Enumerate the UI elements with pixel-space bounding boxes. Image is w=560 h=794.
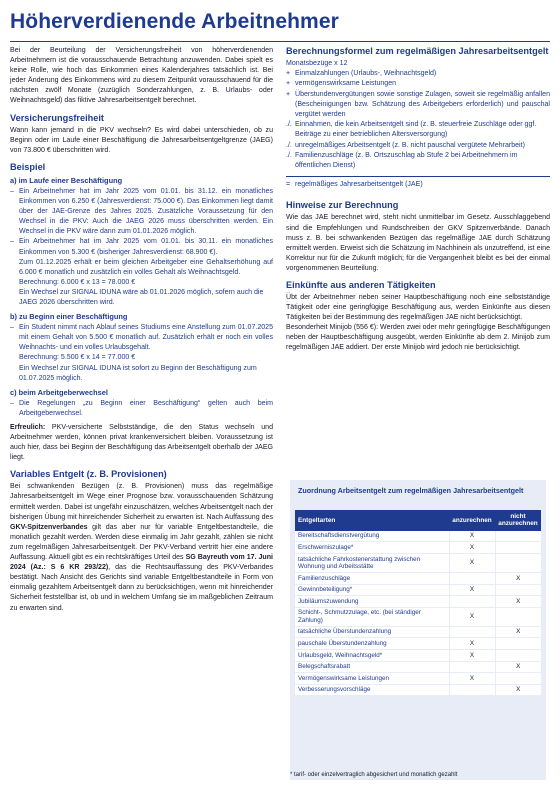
nicht-anzurechnen-cell xyxy=(495,542,541,554)
table-row xyxy=(295,661,541,673)
anzurechnen-cell: X xyxy=(449,554,495,573)
nicht-anzurechnen-cell: X xyxy=(495,626,541,638)
einkuenfte-heading: Einkünfte aus anderen Tätigkeiten xyxy=(286,280,436,290)
header-anzurechnen: anzurechnen xyxy=(449,510,495,531)
table-row xyxy=(295,554,541,573)
variables-entgelt-text: Bei schwankenden Bezügen (z. B. Provisionen) muss das regelmäßige Jahresarbeitsentgelt im Wege einer Prognose bzw. vorausschauenden Schätzung ermittelt werden. Dabei ist ungefähr einzuschätzen, welches Arbeitsentgelt nach der bisherigen Übung mit hinreichender Sicherheit zu erwarten ist. Nach Auffassung des GKV-Spitzenverbandes gilt das aber nur für variable Entgeltbestandteile, die monatlich gezahlt werden. Werden diese einmalig im Jahr gezahlt, zählen sie nicht zum regelmäßigen Jahresarbeitsentgelt. Der PKV-Verband vertritt hier eine andere Auffassung. Aktuell gibt es ein rechtskräftiges Urteil des SG Bayreuth vom 17. Juni 2024 (Az.: S 6 KR 293/22), das die Rechtsauffassung des PKV-Verbandes bestätigt. Nach Ansicht des Gerichts sind variable Entgeltbestandteile in Form von einmalig gezahltem Arbeitsentgelt dann zu berücksichtigen, wenn mit hinreichender Sicherheit feststellbar ist, ob und in welchem Umfang sie im maßgeblichen Zeitraum zu erwarten sind. xyxy=(10,483,273,612)
intro-paragraph: Bei der Beurteilung der Versicherungsfreiheit von höherverdienenden Arbeitnehmern ist die vorausschauende Betrachtung anzuwenden. Dabei spielt es keine Rolle, wie hoch das Einkommen eines Kalenderjahres tatsächlich ist. Bei jeder Änderung des Einkommens wird zu diesem Zeitpunkt vorausschauend für die nächsten zwölf Monate (zuzüglich Sonderzahlungen, z. B. Urlaubs- oder Weihnachtsgeld) das fiktive Jahresarbeitsentgelt berechnet. xyxy=(10,47,273,105)
dash-bullet: – xyxy=(10,238,14,246)
hinweise-heading: Hinweise zur Berechnung xyxy=(286,200,399,211)
example-b-heading: b) zu Beginn einer Beschäftigung xyxy=(10,312,128,322)
erfreulich-paragraph: Erfreulich: PKV-versicherte Selbstständige, die den Status wechseln und Arbeitnehmer werden, können privat krankenversichert bleiben. Voraussetzung ist auch hier, dass bei Beginn der Beschäftigung das Arbeitsentgelt oberhalb der JAEG liegt. xyxy=(10,424,273,462)
entgeltart-cell: Verbesserungsvorschläge xyxy=(295,684,449,696)
entgeltart-cell: Urlaubsgeld, Weihnachtsgeld* xyxy=(295,649,449,661)
formula-line-4: ./. Einnahmen, die kein Arbeitsentgelt sind (z. B. steuerfreie Zuschläge oder ggf. Beiträge zu einer betrieblichen Altersversorgung) xyxy=(286,121,537,139)
anzurechnen-cell xyxy=(449,626,495,638)
table-row xyxy=(295,673,541,685)
anzurechnen-cell xyxy=(449,661,495,673)
zuordnung-table xyxy=(295,510,541,696)
beispiel-heading: Beispiel xyxy=(10,161,46,172)
example-c1: – Die Regelungen „zu Beginn einer Beschäftigung“ gelten auch beim Arbeitgeberwechsel. xyxy=(10,399,273,419)
entgeltart-cell: Gewinnbeteiligung* xyxy=(295,584,449,596)
anzurechnen-cell: X xyxy=(449,607,495,626)
formula-sum: = regelmäßiges Jahresarbeitsentgelt (JAE) xyxy=(286,176,550,190)
anzurechnen-cell: X xyxy=(449,638,495,650)
example-b1-result: Ein Wechsel zur SIGNAL IDUNA ist sofort zu Beginn der Beschäftigung zum 01.07.2025 möglich. xyxy=(19,364,257,382)
table-row xyxy=(295,684,541,696)
nicht-anzurechnen-cell xyxy=(495,638,541,650)
table-row xyxy=(295,607,541,626)
einkuenfte-text-2: Besonderheit Minijob (556 €): Werden zwei oder mehr geringfügige Beschäftigungen neben der Hauptbeschäftigung ausgeübt, werden Einkünfte ab dem 2. Minijob zum regelmäßigen JAE addiert. Der erste Minijob wird jedoch nie berücksichtigt. xyxy=(286,324,550,352)
formula-line-2: + vermögenswirksame Leistungen xyxy=(286,80,397,88)
versicherungsfreiheit-heading: Versicherungsfreiheit xyxy=(10,112,104,123)
table-row xyxy=(295,649,541,661)
table-header-row xyxy=(295,510,541,531)
entgeltart-cell: Erschwerniszulage* xyxy=(295,542,449,554)
dash-bullet: – xyxy=(10,324,14,332)
header-nicht-anzurechnen: nicht anzurechnen xyxy=(495,510,541,531)
nicht-anzurechnen-cell xyxy=(495,607,541,626)
nicht-anzurechnen-cell: X xyxy=(495,573,541,585)
example-a2-calc: Berechnung: 6.000 € x 13 = 78.000 € xyxy=(19,278,136,286)
entgeltart-cell: Belegschaftsrabatt xyxy=(295,661,449,673)
hinweise-text: Wie das JAE berechnet wird, steht nicht unmittelbar im Gesetz. Ausschlaggebend sind die Empfehlungen und Rundschreiben der GKV Spitzenverbände. Danach muss z. B. bei schwankenden Bezügen das regelmäßige JAE durch Schätzung ermittelt werden. Erweist sich die Schätzung im Nachhinein als unzutreffend, ist eine Korrektur nur für die Zukunft möglich; für die Vergangenheit bleibt es bei der einmal vorgenommenen Beurteilung. xyxy=(286,214,550,272)
formula-line-6: ./. Familienzuschläge (z. B. Ortszuschlag ab Stufe 2 bei Arbeitnehmern im öffentlichen Dienst) xyxy=(286,151,518,170)
formula-line-5: ./. unregelmäßiges Arbeitsentgelt (z. B. nicht pauschal vergütete Mehrarbeit) xyxy=(286,141,525,149)
example-b1: – Ein Student nimmt nach Ablauf seines Studiums eine Anstellung zum 01.07.2025 mit einem Gehalt von 5.500 € monatlich auf. Zusätzlich erhält er noch ein volles Weihnachts- und ein volles Urlaubsgehalt. xyxy=(10,323,273,353)
einkuenfte-text-1: Übt der Arbeitnehmer neben seiner Hauptbeschäftigung noch eine selbstständige Tätigkeit oder eine geringfügige Beschäftigung aus, werden Einkünfte aus diesen Tätigkeiten bei der Bestimmung des regelmäßigen JAE nicht berücksichtigt. xyxy=(286,294,550,322)
table-footnote: * tarif- oder einzelvertraglich abgesichert und monatlich gezahlt xyxy=(290,772,458,778)
dash-bullet: – xyxy=(10,399,14,407)
nicht-anzurechnen-cell: X xyxy=(495,661,541,673)
entgeltart-cell: pauschale Überstundenzahlung xyxy=(295,638,449,650)
variables-entgelt-heading: Variables Entgelt (z. B. Provisionen) xyxy=(10,469,167,480)
anzurechnen-cell: X xyxy=(449,531,495,542)
table-row xyxy=(295,542,541,554)
nicht-anzurechnen-cell xyxy=(495,531,541,542)
dash-bullet: – xyxy=(10,187,14,195)
entgeltart-cell: Vermögenswirksame Leistungen xyxy=(295,673,449,685)
zuordnung-table-box xyxy=(290,480,546,780)
anzurechnen-cell: X xyxy=(449,649,495,661)
formula-block xyxy=(286,59,550,190)
example-a2b: Zum 01.12.2025 erhält er beim gleichen Arbeitgeber eine Gehaltserhöhung auf 6.000 € monatlich und zusätzlich ein volles Gehalt als Weihnachtsgeld. xyxy=(19,258,273,276)
nicht-anzurechnen-cell xyxy=(495,554,541,573)
right-column xyxy=(286,46,550,358)
formula-line-1: + Einmalzahlungen (Urlaubs-, Weihnachtsgeld) xyxy=(286,70,437,78)
example-b1-calc: Berechnung: 5.500 € x 14 = 77.000 € xyxy=(19,354,136,362)
example-a2: – Ein Arbeitnehmer hat im Jahr 2025 vom 01.01. bis 30.11. ein monatliches Einkommen von 5.300 € (bisheriger Jahresverdienst: 68.900 €). xyxy=(10,237,273,257)
anzurechnen-cell: X xyxy=(449,584,495,596)
table-row xyxy=(295,626,541,638)
header-entgeltarten: Entgeltarten xyxy=(295,510,449,531)
example-c-heading: c) beim Arbeitgeberwechsel xyxy=(10,387,108,397)
nicht-anzurechnen-cell xyxy=(495,649,541,661)
table-title: Zuordnung Arbeitsentgelt zum regelmäßigen Jahresarbeitsentgelt xyxy=(298,486,524,495)
anzurechnen-cell: X xyxy=(449,673,495,685)
nicht-anzurechnen-cell: X xyxy=(495,596,541,608)
formula-monats: Monatsbezüge x 12 xyxy=(286,60,348,67)
example-a2-result: Ein Wechsel zur SIGNAL IDUNA wäre ab 01.01.2026 möglich, sofern auch die JAEG 2026 überschritten wird. xyxy=(19,288,264,306)
title-divider xyxy=(10,41,550,42)
page-title: Höherverdienende Arbeitnehmer xyxy=(10,10,339,33)
anzurechnen-cell xyxy=(449,596,495,608)
formula-line-3: + Überstundenvergütungen sowie sonstige Zulagen, soweit sie regelmäßig anfallen (Bescheinigungen bzw. Schätzung des Arbeitgebers erforderlich) und pauschal vergütet werden xyxy=(286,90,550,119)
anzurechnen-cell xyxy=(449,573,495,585)
table-row xyxy=(295,638,541,650)
left-column xyxy=(10,46,273,618)
entgeltart-cell: tatsächliche Überstundenzahlung xyxy=(295,626,449,638)
anzurechnen-cell xyxy=(449,684,495,696)
versicherungsfreiheit-text: Wann kann jemand in die PKV wechseln? Es wird dabei unterschieden, ob zu Beginn oder im Laufe einer Beschäftigung die Jahresarbeitsentgeltgrenze (JAEG) von 73.800 € überschritten wird. xyxy=(10,126,273,154)
example-a1: – Ein Arbeitnehmer hat im Jahr 2025 vom 01.01. bis 31.12. ein monatliches Einkommen von 6.250 € (Jahresverdienst: 75.000 €). Das Einkommen liegt damit über der JAE-Grenze des Jahres 2025. Zusätzliche Voraussetzung für den Wechsel in die PKV: Auch die JAEG 2026 muss überschritten werden. Ein Wechsel in die PKV wäre dann zum 01.01.2026 möglich. xyxy=(10,187,273,237)
table-row xyxy=(295,573,541,585)
example-a-heading: a) im Laufe einer Beschäftigung xyxy=(10,175,123,185)
table-row xyxy=(295,584,541,596)
entgeltart-cell: Schicht-, Schmutzzulage, etc. (bei ständiger Zahlung) xyxy=(295,607,449,626)
nicht-anzurechnen-cell xyxy=(495,584,541,596)
entgeltart-cell: Bereitschaftsdienstvergütung xyxy=(295,531,449,542)
formula-heading: Berechnungsformel zum regelmäßigen Jahresarbeitsentgelt xyxy=(286,46,549,56)
nicht-anzurechnen-cell: X xyxy=(495,684,541,696)
table-row xyxy=(295,531,541,542)
entgeltart-cell: Familienzuschläge xyxy=(295,573,449,585)
nicht-anzurechnen-cell xyxy=(495,673,541,685)
table-row xyxy=(295,596,541,608)
entgeltart-cell: tatsächliche Fahrkostenerstattung zwischen Wohnung und Arbeitsstätte xyxy=(295,554,449,573)
entgeltart-cell: Jubiläumszuwendung xyxy=(295,596,449,608)
anzurechnen-cell: X xyxy=(449,542,495,554)
